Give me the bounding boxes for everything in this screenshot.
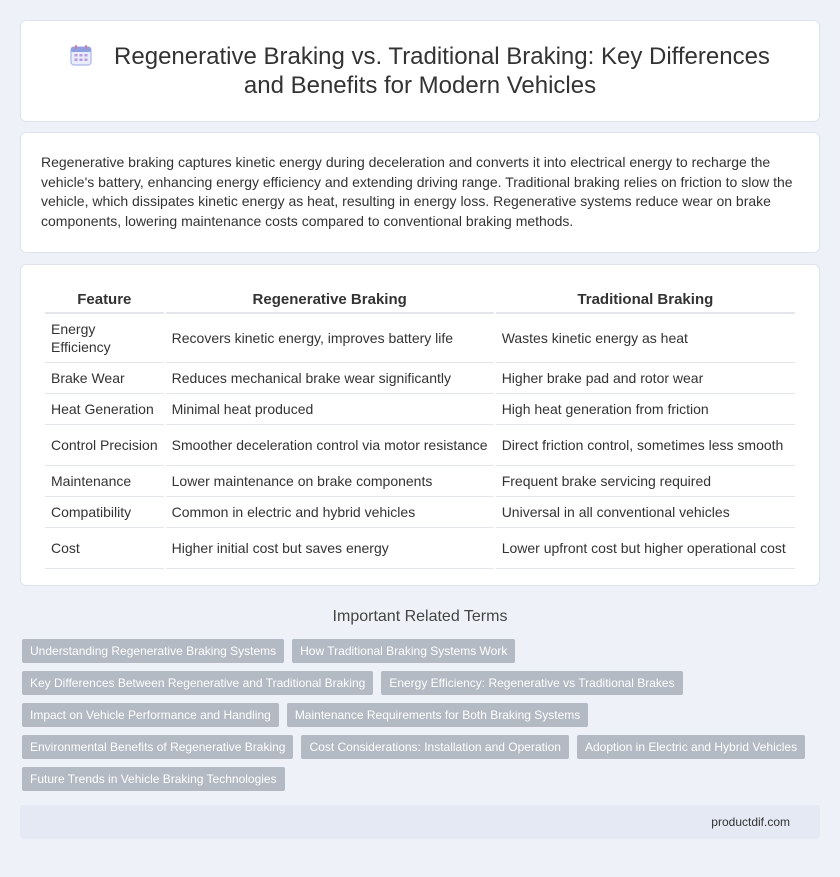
table-row: [45, 497, 795, 528]
footer-bar: [20, 805, 820, 839]
related-term-link[interactable]: Cost Considerations: Installation and Operation: [301, 735, 568, 759]
table-cell-regenerative: Smoother deceleration control via motor resistance: [166, 425, 494, 466]
footer-site-link[interactable]: productdif.com: [711, 815, 790, 829]
table-cell-feature: Compatibility: [45, 497, 164, 528]
table-cell-regenerative: Common in electric and hybrid vehicles: [166, 497, 494, 528]
comparison-table-card: [20, 264, 820, 586]
table-cell-feature: Maintenance: [45, 466, 164, 497]
table-cell-traditional: Direct friction control, sometimes less smooth: [496, 425, 795, 466]
table-row: [45, 466, 795, 497]
table-cell-feature: Brake Wear: [45, 363, 164, 394]
table-cell-feature: Cost: [45, 528, 164, 569]
related-term-link[interactable]: Environmental Benefits of Regenerative Braking: [22, 735, 293, 759]
page-title: [61, 42, 779, 100]
table-cell-traditional: Lower upfront cost but higher operational cost: [496, 528, 795, 569]
table-cell-regenerative: Lower maintenance on brake components: [166, 466, 494, 497]
table-cell-traditional: Universal in all conventional vehicles: [496, 497, 795, 528]
related-term-link[interactable]: Key Differences Between Regenerative and Traditional Braking: [22, 671, 373, 695]
comparison-table: [43, 285, 797, 569]
related-terms-list: [22, 639, 812, 791]
table-cell-traditional: Frequent brake servicing required: [496, 466, 795, 497]
table-cell-traditional: Wastes kinetic energy as heat: [496, 314, 795, 363]
table-cell-feature: Energy Efficiency: [45, 314, 164, 363]
table-row: [45, 528, 795, 569]
table-cell-feature: Heat Generation: [45, 394, 164, 425]
related-term-link[interactable]: Adoption in Electric and Hybrid Vehicles: [577, 735, 805, 759]
table-cell-traditional: Higher brake pad and rotor wear: [496, 363, 795, 394]
column-header-regenerative: Regenerative Braking: [166, 285, 494, 314]
table-row: [45, 425, 795, 466]
table-cell-regenerative: Recovers kinetic energy, improves battery life: [166, 314, 494, 363]
related-terms-title: Important Related Terms: [332, 608, 508, 625]
page-title-text: Regenerative Braking vs. Traditional Braking: Key Differences and Benefits for Modern Vehicles: [114, 43, 770, 99]
related-term-link[interactable]: Energy Efficiency: Regenerative vs Traditional Brakes: [381, 671, 682, 695]
table-cell-feature: Control Precision: [45, 425, 164, 466]
table-row: [45, 314, 795, 363]
table-cell-regenerative: Minimal heat produced: [166, 394, 494, 425]
related-term-link[interactable]: Understanding Regenerative Braking Systems: [22, 639, 284, 663]
table-row: [45, 363, 795, 394]
table-header-row: [45, 285, 795, 314]
related-term-link[interactable]: Maintenance Requirements for Both Braking Systems: [287, 703, 588, 727]
related-term-link[interactable]: Impact on Vehicle Performance and Handling: [22, 703, 279, 727]
column-header-traditional: Traditional Braking: [496, 285, 795, 314]
table-row: [45, 394, 795, 425]
table-cell-regenerative: Reduces mechanical brake wear significantly: [166, 363, 494, 394]
title-card: [20, 20, 820, 122]
calendar-icon: [70, 44, 92, 66]
related-term-link[interactable]: How Traditional Braking Systems Work: [292, 639, 515, 663]
intro-card: [20, 132, 820, 253]
table-cell-regenerative: Higher initial cost but saves energy: [166, 528, 494, 569]
intro-paragraph: Regenerative braking captures kinetic energy during deceleration and converts it into electrical energy to recharge the vehicle's battery, enhancing energy efficiency and extending driving range. Traditional braking relies on friction to slow the vehicle, which dissipates kinetic energy as heat, resulting in energy loss. Regenerative systems reduce wear on brake components, lowering maintenance costs compared to conventional braking methods.: [41, 154, 793, 229]
related-term-link[interactable]: Future Trends in Vehicle Braking Technologies: [22, 767, 285, 791]
table-cell-traditional: High heat generation from friction: [496, 394, 795, 425]
column-header-feature: Feature: [45, 285, 164, 314]
